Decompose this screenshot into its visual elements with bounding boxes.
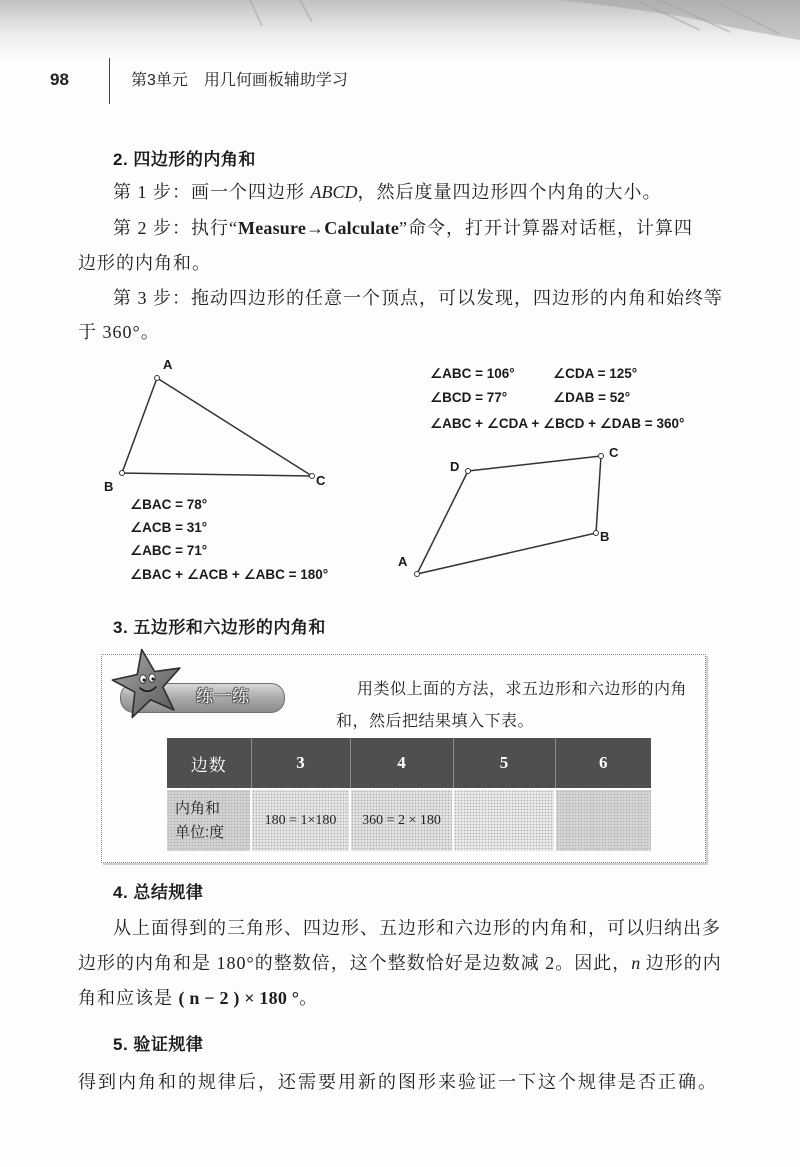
section-4-line-2-text: 边形的内角和是 180°的整数倍，这个整数恰好是边数减 2。因此， (78, 953, 632, 973)
quad-label-d: D (450, 459, 460, 474)
practice-instruction-line-2: 和，然后把结果填入下表。 (336, 713, 535, 730)
section-4-heading: 4. 总结规律 (113, 883, 204, 902)
quad-angle-sum: ∠ABC + ∠CDA + ∠BCD + ∠DAB = 360° (430, 416, 685, 431)
star-mascot-icon (110, 645, 190, 725)
table-row (167, 789, 651, 851)
header-divider (109, 58, 110, 104)
value-cell-3: 180 = 1×180 (251, 789, 350, 851)
quadrilateral-shape (417, 456, 601, 574)
header-sides: 边数 (167, 738, 251, 789)
quad-angle-dab: ∠DAB = 52° (553, 390, 631, 405)
header-3: 3 (251, 738, 350, 789)
section-4-line-3 (78, 986, 318, 1010)
header-decoration (0, 0, 800, 62)
triangle-vertex-a (155, 376, 160, 381)
triangle-edge-ab (122, 378, 157, 473)
step-3-line-1: 第 3 步：拖动四边形的任意一个顶点，可以发现，四边形的内角和始终等 (113, 288, 723, 308)
table-header-row (167, 738, 651, 789)
step-2-line-2: 边形的内角和。 (78, 253, 211, 273)
header-4: 4 (350, 738, 453, 789)
quad-edge-da (417, 471, 468, 574)
triangle-vertex-c (310, 474, 315, 479)
row-label-line-1: 内角和 (175, 799, 221, 817)
triangle-angle-bac: ∠BAC = 78° (130, 497, 208, 512)
triangle-angle-acb: ∠ACB = 31° (130, 520, 208, 535)
quad-vertex-b (594, 531, 599, 536)
quad-label-c: C (609, 445, 619, 460)
step-1-text: 第 1 步：画一个四边形 (113, 182, 311, 202)
quad-label-a: A (398, 554, 408, 569)
section-5-heading: 5. 验证规律 (113, 1035, 204, 1054)
quad-edge-bc (596, 456, 601, 533)
step-1-line (113, 180, 662, 204)
value-cell-4: 360 = 2 × 180 (350, 789, 453, 851)
triangle-angle-sum: ∠BAC + ∠ACB + ∠ABC = 180° (130, 567, 329, 582)
header-6: 6 (555, 738, 651, 789)
section-5-line-1: 得到内角和的规律后，还需要用新的图形来验证一下这个规律是否正确。 (78, 1072, 718, 1092)
triangle-label-c: C (316, 473, 326, 488)
unit-title (131, 70, 348, 92)
triangle-label-a: A (163, 357, 173, 372)
header-5: 5 (453, 738, 555, 789)
quad-label-b: B (600, 529, 610, 544)
section-4-line-1: 从上面得到的三角形、四边形、五边形和六边形的内角和，可以归纳出多 (113, 918, 721, 938)
quad-edge-ab (417, 533, 596, 574)
section-4-line-3-text: 角和应该是 (78, 988, 179, 1008)
section-4-line-3-end: 。 (299, 988, 319, 1008)
triangle-edge-ca (157, 378, 312, 476)
section-3-heading: 3. 五边形和六边形的内角和 (113, 618, 326, 637)
practice-badge-label: 练一练 (196, 687, 250, 706)
quad-vertex-a (415, 572, 420, 577)
variable-n: n (631, 953, 641, 973)
quad-angle-bcd: ∠BCD = 77° (430, 390, 508, 405)
row-label-cell (167, 789, 251, 851)
section-2-heading: 2. 四边形的内角和 (113, 150, 256, 169)
step-3-line-2: 于 360°。 (78, 322, 160, 342)
triangle-vertex-b (120, 471, 125, 476)
quad-angle-cda: ∠CDA = 125° (553, 366, 638, 381)
quad-vertex-d (466, 469, 471, 474)
row-label-line-2: 单位:度 (175, 823, 225, 841)
quad-vertex-c (599, 454, 604, 459)
step-1-text-end: ，然后度量四边形四个内角的大小。 (357, 182, 662, 202)
triangle-label-b: B (104, 479, 114, 494)
value-cell-5 (453, 789, 555, 851)
unit-label: 第3单元 (131, 72, 188, 89)
quad-angle-abc: ∠ABC = 106° (430, 366, 515, 381)
star-body (112, 650, 179, 718)
quadrilateral-name: ABCD (310, 182, 358, 202)
angle-sum-table (167, 738, 651, 851)
angle-sum-formula: ( n − 2 ) × 180 ° (178, 988, 300, 1008)
triangle-edge-bc (122, 473, 312, 476)
quad-edge-cd (468, 456, 601, 471)
triangle-shape (122, 378, 312, 476)
triangle-angle-abc: ∠ABC = 71° (130, 543, 208, 558)
step-2-line-1 (113, 216, 693, 240)
star-pupil-right (152, 678, 155, 681)
section-4-line-2 (78, 951, 722, 975)
header-band (0, 0, 800, 62)
page-number: 98 (50, 70, 69, 89)
menu-command: Measure→Calculate (238, 218, 400, 238)
section-4-line-2-end: 边形的内 (640, 953, 722, 973)
value-cell-6 (555, 789, 651, 851)
step-2-text-end: ”命令，打开计算器对话框，计算四 (399, 218, 694, 238)
step-2-text: 第 2 步：执行“ (113, 218, 238, 238)
star-pupil-left (143, 679, 146, 682)
practice-instruction-line-1: 用类似上面的方法，求五边形和六边形的内角 (357, 681, 688, 698)
unit-name: 用几何画板辅助学习 (203, 72, 348, 89)
